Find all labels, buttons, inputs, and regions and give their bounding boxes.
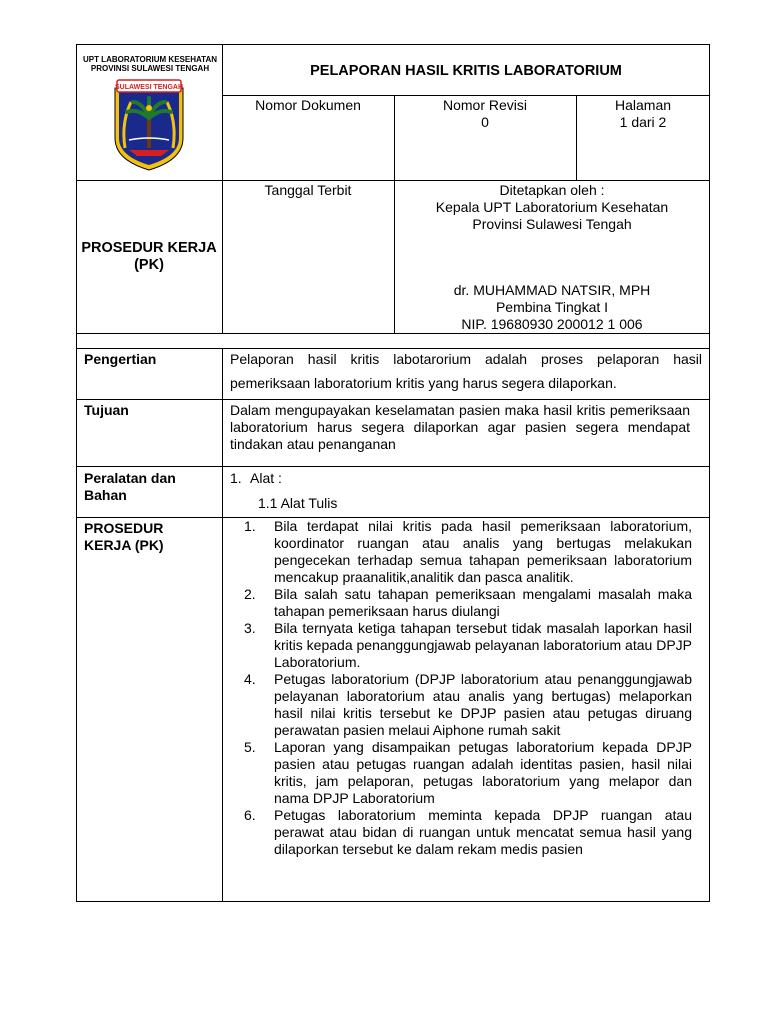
ditetapkan-line2: Provinsi Sulawesi Tengah: [472, 216, 632, 232]
halaman-value: 1 dari 2: [619, 114, 667, 130]
signer-nip: NIP. 19680930 200012 1 006: [461, 316, 643, 332]
peralatan-label-line1: Peralatan dan: [84, 470, 176, 486]
divider-header-bottom: [76, 333, 710, 334]
prosedur-step: [244, 518, 692, 586]
nomor-dokumen-label: Nomor Dokumen: [255, 97, 361, 113]
prosedur-step: [244, 620, 692, 671]
step-number: 3.: [244, 620, 256, 636]
step-text: Laporan yang disampaikan petugas laboratorium kepada DPJP pasien atau petugas ruangan adalah identitas pasien, hasil nilai kritis, jam pelaporan, petugas laboratorium yang melapor dan nama DPJP Laboratorium: [274, 739, 692, 806]
divider-header-row1: [76, 180, 710, 181]
nomor-revisi-value: 0: [481, 114, 489, 130]
step-number: 2.: [244, 586, 256, 602]
divider-body-col: [222, 348, 223, 902]
step-number: 6.: [244, 807, 256, 823]
divider-pengertian-bottom: [76, 399, 710, 400]
tujuan-text: Dalam mengupayakan keselamatan pasien maka hasil kritis pemeriksaan laboratorium harus segera dilaporkan agar pasien segera mendapat tindakan atau penanganan: [230, 402, 690, 452]
signer-rank: Pembina Tingkat I: [495, 299, 609, 315]
pengertian-label: Pengertian: [84, 351, 157, 367]
pengertian-text-line2: pemeriksaan laboratorium kritis yang harus segera dilaporkan.: [230, 375, 617, 391]
step-text: Bila salah satu tahapan pemeriksaan mengalami masalah maka tahapan pemeriksaan harus diulangi: [274, 586, 692, 619]
org-name-line2: PROVINSI SULAWESI TENGAH: [90, 64, 210, 73]
peralatan-item-number: 1.: [230, 470, 242, 486]
divider-tujuan-bottom: [76, 466, 710, 467]
step-number: 1.: [244, 518, 256, 534]
step-text: Bila ternyata ketiga tahapan tersebut tidak masalah laporkan hasil kritis kepada penanggungjawab pelayanan laboratorium atau DPJP Laboratorium.: [274, 620, 692, 670]
document-title: PELAPORAN HASIL KRITIS LABORATORIUM: [310, 63, 622, 79]
province-logo: [111, 78, 187, 172]
prosedur-step: [244, 586, 692, 620]
divider-table-top: [76, 348, 710, 349]
doc-type-line1: PROSEDUR KERJA: [81, 240, 217, 256]
prosedur-step: [244, 671, 692, 739]
ditetapkan-line1: Kepala UPT Laboratorium Kesehatan: [435, 199, 669, 215]
step-text: Petugas laboratorium (DPJP laboratorium atau penanggungjawab pelayanan laboratorium atau analis yang bertugas) melaporkan hasil nilai kritis tersebut ke DPJP pasien atau petugas diruang perawatan pasien melaui Aiphone rumah sakit: [274, 671, 692, 738]
step-text: Petugas laboratorium meminta kepada DPJP ruangan atau perawat atau bidan di ruangan untuk mencatat semua hasil yang dilaporkan tersebut ke dalam rekam medis pasien: [274, 807, 692, 857]
step-number: 5.: [244, 739, 256, 755]
peralatan-label-line2: Bahan: [84, 487, 127, 503]
org-name-line1: UPT LABORATORIUM KESEHATAN: [82, 55, 218, 64]
doc-type-line2: (PK): [134, 257, 164, 273]
prosedur-label-line1: PROSEDUR: [84, 520, 164, 536]
tujuan-label: Tujuan: [84, 402, 129, 418]
step-number: 4.: [244, 671, 256, 687]
peralatan-sub-item: 1.1 Alat Tulis: [258, 495, 338, 511]
ditetapkan-label: Ditetapkan oleh :: [499, 182, 605, 198]
pengertian-text-line1: Pelaporan hasil kritis labotarorium adalah proses pelaporan hasil: [230, 351, 702, 367]
signer-name: dr. MUHAMMAD NATSIR, MPH: [453, 282, 651, 298]
prosedur-label-line2: KERJA (PK): [84, 537, 164, 553]
divider-title-bottom: [222, 95, 710, 96]
halaman-label: Halaman: [614, 97, 672, 113]
step-text: Bila terdapat nilai kritis pada hasil pemeriksaan laboratorium, koordinator ruangan atau analis yang bertugas melakukan pengecekan terhadap semua tahapan pemeriksaan laboratorium mencakup praanalitik,analitik dan pasca analitik.: [274, 518, 692, 585]
prosedur-step: [244, 807, 692, 858]
prosedur-step: [244, 739, 692, 807]
logo-banner-text: SULAWESI TENGAH: [114, 84, 184, 91]
nomor-revisi-label: Nomor Revisi: [442, 97, 527, 113]
tanggal-terbit-label: Tanggal Terbit: [264, 182, 352, 198]
peralatan-item: Alat :: [250, 470, 282, 486]
prosedur-steps-list: [244, 518, 692, 858]
